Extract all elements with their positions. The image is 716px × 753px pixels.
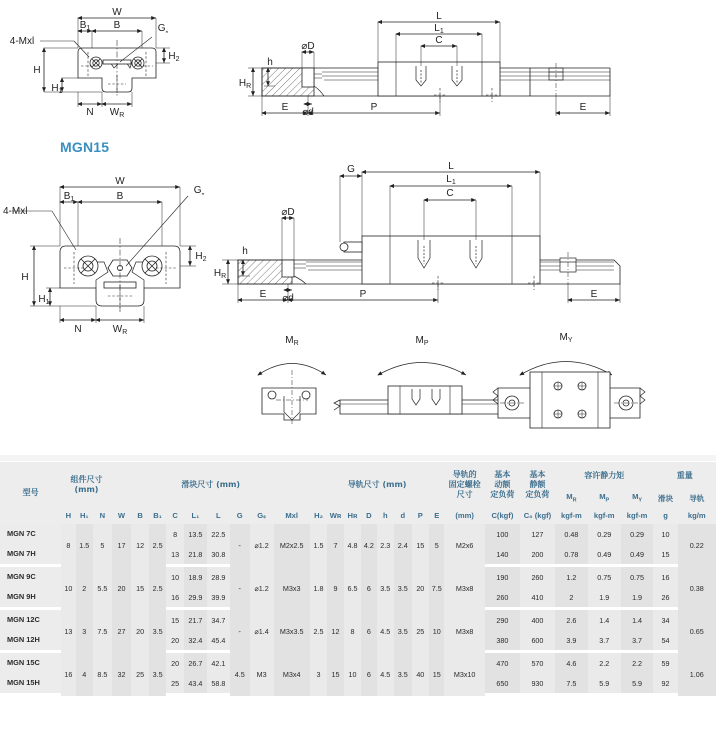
cell-W: 20: [112, 567, 132, 610]
cell-weight-block: 59: [653, 653, 677, 673]
group-header-assembly-l2: (mm): [74, 484, 99, 494]
cell-D: 4.2: [361, 524, 376, 567]
cell-C0-static: 200: [520, 544, 555, 567]
label-W-2: W: [115, 176, 125, 187]
specification-table: [0, 455, 716, 696]
cell-C-dynamic: 100: [485, 524, 520, 544]
cell-H2: 1.5: [310, 524, 328, 567]
group-header-dynamic-l1: 基本: [494, 469, 511, 479]
label-H1: $H_1$: [51, 83, 63, 95]
label-E-right-2: E: [590, 289, 598, 300]
cell-H2: 3: [310, 653, 328, 696]
moment-label-mp: $M_P$: [415, 335, 429, 347]
subheader-MR-unit: kgf-m: [555, 507, 588, 524]
cell-C0-static: 600: [520, 630, 555, 653]
cell-L: 45.4: [207, 630, 230, 653]
cell-G: -: [230, 610, 250, 653]
label-L: L: [436, 11, 442, 22]
rail-side-view-mgn15: [222, 172, 620, 303]
cell-Gs: ⌀1.2: [250, 567, 274, 610]
cell-MY: 0.29: [621, 524, 654, 544]
cell-weight-block: 92: [653, 673, 677, 696]
cell-C0-static: 400: [520, 610, 555, 630]
cell-MY: 1.4: [621, 610, 654, 630]
subheader-C-kgf: C(kgf): [485, 507, 520, 524]
group-header-static-l3: 定负荷: [525, 489, 550, 499]
cell-bolt: M3x10: [444, 653, 485, 696]
cell-P: 40: [412, 653, 430, 696]
cell-MY: 0.49: [621, 544, 654, 567]
label-4-Mxl: 4-Mxl: [9, 36, 35, 47]
table-row[interactable]: [0, 653, 716, 673]
label-N: N: [86, 107, 94, 118]
spec-table: [0, 455, 716, 696]
subheader-G: G: [230, 507, 250, 524]
cell-B1: 2.5: [149, 567, 167, 610]
subheader-L1: L₁: [184, 507, 207, 524]
cell-MP: 5.9: [588, 673, 621, 696]
group-header-static-l2: 静额: [529, 479, 546, 489]
cell-L: 22.5: [207, 524, 230, 544]
cell-L1: 29.9: [184, 587, 207, 610]
subheader-MP-sub: P: [605, 497, 610, 504]
cell-weight-block: 10: [653, 524, 677, 544]
subheader-WR: Wʀ: [327, 507, 343, 524]
cell-C: 20: [166, 653, 184, 673]
cell-H2: 1.8: [310, 567, 328, 610]
group-header-rail: 导轨尺寸 (mm): [310, 462, 445, 507]
cell-E: 5: [429, 524, 444, 567]
subheader-d: d: [394, 507, 412, 524]
cell-C: 10: [166, 567, 184, 587]
label-H2: $H_2$: [168, 51, 180, 63]
cell-weight-block: 15: [653, 544, 677, 567]
label-B1-2: $B_1$: [63, 191, 75, 203]
cell-L1: 32.4: [184, 630, 207, 653]
cell-WR: 7: [327, 524, 343, 567]
cell-MP: 2.2: [588, 653, 621, 673]
cell-Gs: ⌀1.4: [250, 610, 274, 653]
cell-C: 13: [166, 544, 184, 567]
cell-H: 10: [61, 567, 75, 610]
group-header-bolt-l1: 导轨的: [452, 469, 477, 479]
group-header-weight: 重量: [653, 462, 716, 490]
table-body: [0, 524, 716, 696]
cell-E: 7.5: [429, 567, 444, 610]
label-HR: $H_R$: [238, 78, 252, 90]
cell-P: 20: [412, 567, 430, 610]
model-cell: MGN 9H: [0, 587, 61, 610]
cell-C: 20: [166, 630, 184, 653]
cell-MP: 0.49: [588, 544, 621, 567]
subheader-L: L: [207, 507, 230, 524]
model-cell: MGN 12C: [0, 610, 61, 630]
table-head: [0, 455, 716, 524]
cell-weight-rail: 0.22: [678, 524, 716, 567]
moment-diagram-my: [493, 362, 645, 429]
label-P-2: P: [359, 289, 367, 300]
cell-weight-rail: 1.06: [678, 653, 716, 696]
cell-N: 5.5: [93, 567, 112, 610]
cell-HR: 8: [344, 610, 362, 653]
cell-B1: 2.5: [149, 524, 167, 567]
cell-C0-static: 930: [520, 673, 555, 696]
cell-MY: 3.7: [621, 630, 654, 653]
label-B: B: [113, 20, 121, 31]
subheader-weight-kgm: kg/m: [678, 507, 716, 524]
cell-MR: 0.48: [555, 524, 588, 544]
group-header-bolt-l2: 固定螺栓: [448, 479, 481, 489]
subheader-MP: $M_P$: [588, 490, 621, 507]
cell-C-dynamic: 470: [485, 653, 520, 673]
cell-L: 28.9: [207, 567, 230, 587]
cell-d: 3.5: [394, 567, 412, 610]
cell-L: 42.1: [207, 653, 230, 673]
cell-C0-static: 127: [520, 524, 555, 544]
subheader-weight-g: g: [653, 507, 677, 524]
subheader-B: B: [131, 507, 149, 524]
cell-L1: 13.5: [184, 524, 207, 544]
cell-HR: 4.8: [344, 524, 362, 567]
cell-D: 6: [361, 610, 376, 653]
label-B1: $B_1$: [79, 20, 91, 32]
subheader-C: C: [166, 507, 184, 524]
label-C: C: [435, 35, 443, 46]
group-header-dynamic-l3: 定负荷: [490, 489, 515, 499]
label-N-2: N: [74, 324, 82, 335]
moment-diagram-mp: [334, 363, 510, 415]
model-cell: MGN 15H: [0, 673, 61, 696]
group-header-assembly-l1: 组件尺寸: [70, 474, 103, 484]
cell-h: 4.5: [377, 610, 395, 653]
cell-H: 16: [61, 653, 75, 696]
model-cell: MGN 9C: [0, 567, 61, 587]
subheader-MR-sub: R: [572, 497, 577, 504]
cell-L: 39.9: [207, 587, 230, 610]
cell-L1: 21.8: [184, 544, 207, 567]
label-od-2: ⌀d: [282, 293, 294, 304]
cell-B: 12: [131, 524, 149, 567]
subheader-H: H: [61, 507, 75, 524]
cell-D: 6: [361, 653, 376, 696]
group-header-assembly: [61, 462, 111, 507]
table-row[interactable]: [0, 610, 716, 630]
subheader-h: h: [377, 507, 395, 524]
cell-bolt: M3x8: [444, 610, 485, 653]
cell-W: 17: [112, 524, 132, 567]
cell-D: 6: [361, 567, 376, 610]
cell-B: 20: [131, 610, 149, 653]
cell-H: 13: [61, 610, 75, 653]
label-G-2: G: [347, 164, 355, 175]
cell-bolt: M3x8: [444, 567, 485, 610]
subheader-MY-unit: kgf-m: [621, 507, 654, 524]
moment-label-mr: $M_R$: [285, 335, 299, 347]
cell-L1: 21.7: [184, 610, 207, 630]
cell-W: 32: [112, 653, 132, 696]
cell-Gs: M3: [250, 653, 274, 696]
label-E-left: E: [281, 102, 289, 113]
cell-B1: 3.5: [149, 610, 167, 653]
subheader-Gs: Gₛ: [250, 507, 274, 524]
cell-Mxl: M3x4: [274, 653, 310, 696]
label-G1-2: $G_{_n}$: [193, 185, 205, 197]
table-row[interactable]: [0, 567, 716, 587]
cell-weight-rail: 0.38: [678, 567, 716, 610]
cell-MY: 5.9: [621, 673, 654, 696]
group-header-bolt: [444, 462, 485, 507]
cell-MY: 1.9: [621, 587, 654, 610]
cell-MR: 3.9: [555, 630, 588, 653]
cell-H1: 1.5: [76, 524, 94, 567]
subheader-E: E: [429, 507, 444, 524]
subheader-bolt-unit: (mm): [444, 507, 485, 524]
label-G1: $G_{_n}$: [157, 23, 169, 35]
cell-L1: 43.4: [184, 673, 207, 696]
cell-C-dynamic: 190: [485, 567, 520, 587]
label-oD-2: ⌀D: [281, 207, 295, 218]
cell-C-dynamic: 380: [485, 630, 520, 653]
cell-C: 16: [166, 587, 184, 610]
cell-d: 2.4: [394, 524, 412, 567]
cell-Mxl: M3x3.5: [274, 610, 310, 653]
cell-L: 30.8: [207, 544, 230, 567]
cell-C-dynamic: 650: [485, 673, 520, 696]
subheader-N: N: [93, 507, 112, 524]
label-L1-2: $L_1$: [446, 174, 456, 186]
cell-MP: 0.29: [588, 524, 621, 544]
cell-MP: 1.4: [588, 610, 621, 630]
cell-MR: 4.6: [555, 653, 588, 673]
cell-C0-static: 410: [520, 587, 555, 610]
group-header-bolt-l3: 尺寸: [456, 489, 473, 499]
label-W: W: [112, 7, 122, 18]
label-H-2: H: [21, 272, 29, 283]
group-header-dynamic-l2: 动额: [494, 479, 511, 489]
moment-label-my: $M_Y$: [559, 332, 573, 344]
subheader-Mxl: Mxl: [274, 507, 310, 524]
cell-Gs: ⌀1.2: [250, 524, 274, 567]
cell-L: 58.8: [207, 673, 230, 696]
cell-WR: 15: [327, 653, 343, 696]
label-E-right: E: [579, 102, 587, 113]
cell-MR: 0.78: [555, 544, 588, 567]
cell-N: 7.5: [93, 610, 112, 653]
cell-h: 2.3: [377, 524, 395, 567]
subheader-W: W: [112, 507, 132, 524]
cell-C-dynamic: 290: [485, 610, 520, 630]
label-B-2: B: [116, 191, 124, 202]
subheader-HR: Hʀ: [344, 507, 362, 524]
cell-weight-block: 16: [653, 567, 677, 587]
subheader-MY-sub: Y: [638, 497, 643, 504]
subheader-MP-unit: kgf-m: [588, 507, 621, 524]
label-HR-2: $H_R$: [213, 268, 227, 280]
label-E-left-2: E: [259, 289, 267, 300]
model-cell: MGN 7H: [0, 544, 61, 567]
header-row-units: [0, 507, 716, 524]
label-od: ⌀d: [302, 107, 314, 118]
label-oD: ⌀D: [301, 41, 315, 52]
cell-weight-block: 34: [653, 610, 677, 630]
label-H2-2: $H_2$: [195, 251, 207, 263]
cell-weight-block: 54: [653, 630, 677, 653]
cell-W: 27: [112, 610, 132, 653]
cell-L1: 26.7: [184, 653, 207, 673]
cell-HR: 6.5: [344, 567, 362, 610]
cell-P: 25: [412, 610, 430, 653]
label-C-2: C: [446, 188, 454, 199]
cell-L: 34.7: [207, 610, 230, 630]
subheader-B1: B₁: [149, 507, 167, 524]
cell-MR: 2.6: [555, 610, 588, 630]
cell-h: 3.5: [377, 567, 395, 610]
cell-d: 3.5: [394, 653, 412, 696]
cell-weight-block: 26: [653, 587, 677, 610]
moment-diagram-mr: [258, 364, 326, 425]
cell-H: 8: [61, 524, 75, 567]
label-L-2: L: [448, 161, 454, 172]
cell-L1: 18.9: [184, 567, 207, 587]
cell-B1: 3.5: [149, 653, 167, 696]
cell-WR: 9: [327, 567, 343, 610]
cell-MR: 1.2: [555, 567, 588, 587]
cell-H2: 2.5: [310, 610, 328, 653]
subheader-D: D: [361, 507, 376, 524]
cell-MR: 7.5: [555, 673, 588, 696]
subheader-H2: H₂: [310, 507, 328, 524]
cell-h: 4.5: [377, 653, 395, 696]
cell-C0-static: 260: [520, 567, 555, 587]
cell-N: 8.5: [93, 653, 112, 696]
subheader-H1: H₁: [76, 507, 94, 524]
subheader-weight-rail: 导轨: [678, 490, 716, 507]
cell-H1: 2: [76, 567, 94, 610]
cell-d: 3.5: [394, 610, 412, 653]
label-H1-2: $H_1$: [38, 294, 50, 306]
table-row[interactable]: [0, 524, 716, 544]
group-header-dynamic: [485, 462, 520, 507]
cell-C-dynamic: 260: [485, 587, 520, 610]
table-top-spacer: [0, 455, 716, 462]
model-cell: MGN 12H: [0, 630, 61, 653]
label-L1: $L_1$: [434, 23, 444, 35]
subheader-weight-block: 滑块: [653, 490, 677, 507]
group-header-model: 型号: [0, 462, 61, 524]
cell-C: 15: [166, 610, 184, 630]
label-h-2: h: [242, 246, 248, 257]
cell-B: 15: [131, 567, 149, 610]
label-WR: $W_R$: [109, 107, 125, 119]
cell-H1: 4: [76, 653, 94, 696]
cell-weight-rail: 0.65: [678, 610, 716, 653]
header-row-groups: [0, 462, 716, 490]
label-WR-2: $W_R$: [112, 324, 128, 336]
label-4-Mxl-2: 4-Mxl: [3, 206, 28, 217]
group-header-static-l1: 基本: [529, 469, 546, 479]
cell-P: 15: [412, 524, 430, 567]
group-header-block: 滑块尺寸 (mm): [112, 462, 310, 507]
subheader-MY: $M_Y$: [621, 490, 654, 507]
subheader-MR: $M_R$: [555, 490, 588, 507]
cell-MP: 1.9: [588, 587, 621, 610]
subheader-P: P: [412, 507, 430, 524]
cell-MP: 3.7: [588, 630, 621, 653]
group-header-static: [520, 462, 555, 507]
cell-C: 25: [166, 673, 184, 696]
cell-MY: 0.75: [621, 567, 654, 587]
rail-side-view-small: [248, 22, 610, 116]
subheader-C0-kgf: C₀ (kgf): [520, 507, 555, 524]
cell-G: -: [230, 567, 250, 610]
label-h: h: [267, 57, 273, 68]
model-label: MGN15: [60, 139, 110, 155]
cell-E: 10: [429, 610, 444, 653]
model-cell: MGN 7C: [0, 524, 61, 544]
cell-C0-static: 570: [520, 653, 555, 673]
cell-H1: 3: [76, 610, 94, 653]
model-cell: MGN 15C: [0, 653, 61, 673]
label-P: P: [370, 102, 378, 113]
cell-HR: 10: [344, 653, 362, 696]
cell-C: 8: [166, 524, 184, 544]
cell-MR: 2: [555, 587, 588, 610]
cell-N: 5: [93, 524, 112, 567]
cell-G: 4.5: [230, 653, 250, 696]
cell-MP: 0.75: [588, 567, 621, 587]
cell-WR: 12: [327, 610, 343, 653]
cell-G: -: [230, 524, 250, 567]
cell-Mxl: M3x3: [274, 567, 310, 610]
cell-B: 25: [131, 653, 149, 696]
cell-E: 15: [429, 653, 444, 696]
cell-C-dynamic: 140: [485, 544, 520, 567]
label-H: H: [33, 65, 41, 76]
group-header-moment: 容许静力矩: [555, 462, 654, 490]
cell-Mxl: M2x2.5: [274, 524, 310, 567]
cell-MY: 2.2: [621, 653, 654, 673]
cell-bolt: M2x6: [444, 524, 485, 567]
